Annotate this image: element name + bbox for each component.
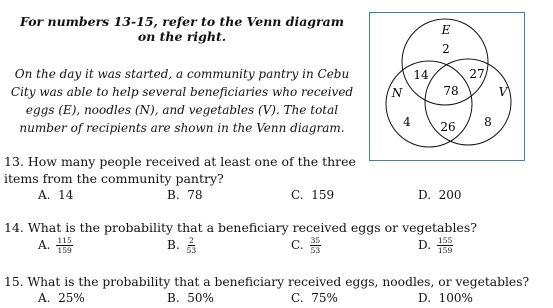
- numerator: 35: [310, 236, 321, 245]
- problem-paragraph: [6, 65, 358, 137]
- option-text: 50%: [187, 291, 214, 305]
- label-e: E: [441, 23, 451, 37]
- region-all-three: 78: [443, 84, 459, 98]
- option-text: 14: [58, 188, 74, 202]
- denominator: 159: [438, 246, 453, 255]
- option-text: 75%: [311, 291, 338, 305]
- numerator: 115: [57, 236, 72, 245]
- instructions: [8, 14, 356, 44]
- question-13-line-1: 13. How many people received at least one of the three: [4, 154, 356, 169]
- region-v-only: 8: [484, 115, 492, 129]
- q15-option-a[interactable]: [38, 291, 85, 305]
- circle-v: [425, 59, 511, 145]
- paragraph-line-4: number of recipients are shown in the Venn diagram.: [19, 121, 345, 135]
- paragraph-line-3: eggs (E), noodles (N), and vegetables (V). The total: [25, 103, 339, 117]
- option-text: 200: [438, 188, 462, 202]
- q13-option-d[interactable]: [418, 188, 462, 202]
- question-13-line-2: items from the community pantry?: [4, 171, 224, 186]
- fraction: [56, 236, 72, 255]
- option-letter: C.: [291, 238, 304, 252]
- q14-option-d[interactable]: [418, 236, 453, 255]
- option-text: 25%: [58, 291, 85, 305]
- instructions-line-1: For numbers 13-15, refer to the Venn diagram: [20, 14, 344, 29]
- option-letter: C.: [291, 291, 304, 305]
- q15-option-c[interactable]: [291, 291, 338, 305]
- region-n-only: 4: [403, 115, 411, 129]
- fraction: [310, 236, 322, 255]
- region-e-only: 2: [442, 42, 450, 56]
- option-letter: A.: [38, 291, 51, 305]
- paragraph-line-1: On the day it was started, a community pantry in Cebu: [14, 67, 350, 81]
- region-e-n: 14: [413, 68, 429, 82]
- q13-option-c[interactable]: [291, 188, 334, 202]
- option-letter: D.: [418, 188, 432, 202]
- region-n-v: 26: [440, 120, 456, 134]
- instructions-line-2: on the right.: [137, 29, 227, 44]
- numerator: 2: [189, 236, 194, 245]
- q14-option-c[interactable]: [291, 236, 321, 255]
- q14-option-b[interactable]: [167, 236, 197, 255]
- option-letter: B.: [167, 291, 180, 305]
- paragraph-line-2: City was able to help several beneficiaries who received: [10, 85, 354, 99]
- option-letter: A.: [38, 188, 51, 202]
- q14-option-a[interactable]: [38, 236, 73, 255]
- option-letter: D.: [418, 238, 432, 252]
- option-text: 100%: [438, 291, 473, 305]
- q13-option-a[interactable]: [38, 188, 73, 202]
- option-text: 78: [187, 188, 203, 202]
- denominator: 159: [57, 246, 72, 255]
- question-15: 15. What is the probability that a beneficiary received eggs, noodles, or vegetables?: [4, 275, 530, 289]
- numerator: 155: [438, 236, 453, 245]
- label-v: V: [498, 85, 508, 99]
- option-letter: D.: [418, 291, 432, 305]
- fraction: [437, 236, 453, 255]
- label-n: N: [391, 86, 403, 100]
- option-letter: B.: [167, 188, 180, 202]
- fraction: [186, 236, 198, 255]
- question-14: 14. What is the probability that a beneficiary received eggs or vegetables?: [4, 220, 477, 235]
- q15-option-d[interactable]: [418, 291, 473, 305]
- option-letter: C.: [291, 188, 304, 202]
- option-text: 159: [311, 188, 335, 202]
- region-e-v: 27: [469, 67, 485, 81]
- circle-n: [386, 61, 472, 147]
- denominator: 53: [310, 246, 321, 255]
- q15-option-b[interactable]: [167, 291, 214, 305]
- denominator: 53: [186, 246, 197, 255]
- q13-option-b[interactable]: [167, 188, 203, 202]
- option-letter: B.: [167, 238, 180, 252]
- venn-diagram: [369, 12, 525, 162]
- option-letter: A.: [38, 238, 51, 252]
